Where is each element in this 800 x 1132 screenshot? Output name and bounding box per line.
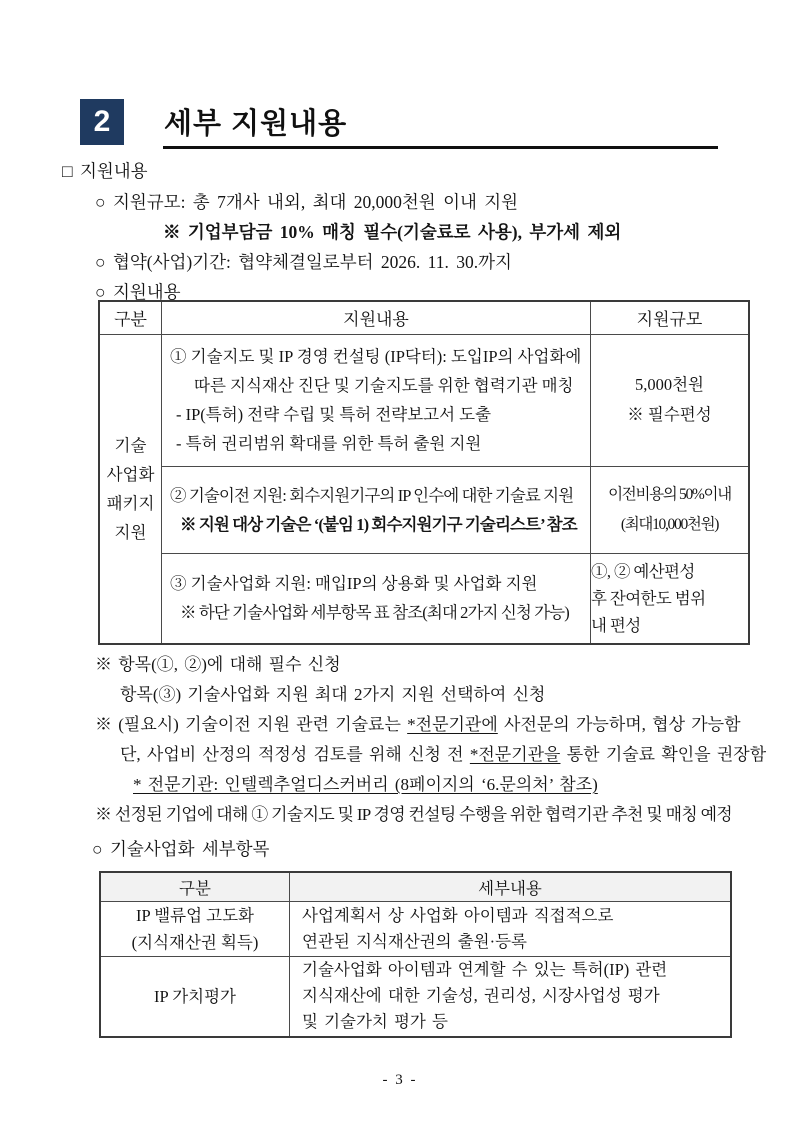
subsection-heading: ○ 기술사업화 세부항목 bbox=[92, 839, 270, 859]
support-detail-heading: ○ 지원내용 bbox=[95, 282, 181, 302]
content-line: - 특허 권리범위 확대를 위한 특허 출원 지원 bbox=[176, 434, 482, 453]
table-row bbox=[99, 466, 749, 553]
table-header-row bbox=[99, 301, 749, 334]
note-underlined-text: *전문기관을 bbox=[469, 745, 561, 764]
scale-line: ①, ② 예산편성 bbox=[591, 561, 695, 581]
scale-line: 이전비용의 50%이내 bbox=[608, 485, 731, 503]
content-line: - IP(특허) 전략 수립 및 특허 전략보고서 도출 bbox=[176, 405, 492, 424]
content-cell-row2 bbox=[162, 466, 591, 553]
table-row bbox=[99, 334, 749, 466]
category-line: 사업화 bbox=[106, 464, 155, 484]
commercialization-items-table bbox=[99, 871, 732, 1038]
scale-line: 5,000천원 bbox=[634, 375, 704, 394]
content-cell-row1 bbox=[162, 334, 591, 466]
col-header-scale: 지원규모 bbox=[591, 301, 750, 334]
note-text: ※ 항목(①, ②)에 대해 필수 신청 bbox=[95, 655, 341, 674]
detail-line: 사업계획서 상 사업화 아이템과 직접적으로 bbox=[302, 906, 614, 925]
content-line: ※ 지원 대상 기술은 ‘(붙임 1) 회수지원기구 기술리스트’ 참조 bbox=[180, 514, 577, 534]
section-title: 세부 지원내용 bbox=[164, 108, 348, 140]
content-line: ③ 기술사업화 지원: 매입IP의 상용화 및 사업화 지원 bbox=[170, 574, 538, 594]
content-line: ① 기술지도 및 IP 경영 컨설팅 (IP닥터): 도입IP의 사업화에 bbox=[170, 347, 582, 366]
support-details-table bbox=[98, 300, 750, 645]
detail-line: 및 기술가치 평가 등 bbox=[302, 1012, 448, 1032]
section-number-badge: 2 bbox=[80, 99, 124, 145]
note-line bbox=[95, 650, 755, 680]
scale-line: 내 편성 bbox=[591, 615, 641, 635]
content-line: 따른 지식재산 진단 및 기술지도를 위한 협력기관 매칭 bbox=[194, 376, 574, 395]
detail-line: 기술사업화 아이템과 연계할 수 있는 특허(IP) 관련 bbox=[302, 960, 668, 980]
category-line: 패키지 bbox=[106, 493, 155, 513]
table-row bbox=[100, 957, 731, 1037]
detail-cell bbox=[290, 957, 732, 1037]
agreement-period-line: ○ 협약(사업)기간: 협약체결일로부터 2026. 11. 30.까지 bbox=[95, 252, 512, 272]
category-line: 기술 bbox=[114, 435, 147, 455]
detail-cell bbox=[290, 902, 732, 957]
scale-cell-row2 bbox=[591, 466, 750, 553]
category-line: 지원 bbox=[114, 522, 147, 542]
scale-cell-row3 bbox=[591, 553, 750, 644]
table-row bbox=[100, 902, 731, 957]
note-line bbox=[95, 740, 767, 770]
category-cell bbox=[100, 957, 290, 1037]
matching-requirement-note: ※ 기업부담금 10% 매칭 필수(기술료로 사용), 부가세 제외 bbox=[163, 222, 622, 242]
notes-block bbox=[95, 650, 767, 830]
note-text: 항목(③) 기술사업화 지원 최대 2가지 지원 선택하여 신청 bbox=[120, 685, 546, 704]
category-line: IP 밸류업 고도화 bbox=[136, 906, 254, 925]
scale-line: 후 잔여한도 범위 bbox=[591, 588, 706, 608]
note-text: ※ 선정된 기업에 대해 ① 기술지도 및 IP 경영 컨설팅 수행을 위한 협력기관 추천 및 매칭 예정 bbox=[95, 805, 733, 824]
note-line bbox=[95, 710, 755, 740]
table-header-row bbox=[100, 872, 731, 902]
col-header-category: 구분 bbox=[100, 872, 290, 902]
note-text: ※ (필요시) 기술이전 지원 관련 기술료는 bbox=[95, 715, 408, 734]
category-line: (지식재산권 획득) bbox=[131, 933, 259, 952]
note-text: 단, 사업비 산정의 적정성 검토를 위해 신청 전 bbox=[120, 745, 470, 764]
scale-line: ※ 필수편성 bbox=[627, 405, 712, 424]
content-cell-row3 bbox=[162, 553, 591, 644]
note-line bbox=[95, 680, 755, 710]
detail-line: 지식재산에 대한 기술성, 권리성, 시장사업성 평가 bbox=[302, 986, 660, 1006]
support-scale-line: ○ 지원규모: 총 7개사 내외, 최대 20,000천원 이내 지원 bbox=[95, 192, 519, 212]
note-line bbox=[95, 800, 755, 830]
scale-cell-row1 bbox=[591, 334, 750, 466]
detail-line: 연관된 지식재산권의 출원·등록 bbox=[302, 932, 527, 951]
col-header-detail: 세부내용 bbox=[290, 872, 732, 902]
note-text: 사전문의 가능하며, 협상 가능함 bbox=[497, 715, 741, 734]
note-underlined-text: * 전문기관: 인텔렉추얼디스커버리 (8페이지의 ‘6.문의처’ 참조) bbox=[133, 775, 598, 794]
note-underlined-text: *전문기관에 bbox=[407, 715, 498, 734]
content-line: ※ 하단 기술사업화 세부항목 표 참조(최대 2가지 신청 가능) bbox=[180, 603, 569, 623]
page-number: - 3 - bbox=[382, 1072, 418, 1088]
content-line: ② 기술이전 지원: 회수지원기구의 IP 인수에 대한 기술료 지원 bbox=[170, 485, 574, 505]
note-line bbox=[95, 770, 755, 800]
scale-line: (최대10,000천원) bbox=[620, 515, 719, 533]
col-header-content: 지원내용 bbox=[162, 301, 591, 334]
note-text: 통한 기술료 확인을 권장함 bbox=[560, 745, 767, 764]
table-row bbox=[99, 553, 749, 644]
category-cell bbox=[100, 902, 290, 957]
category-cell bbox=[99, 334, 162, 644]
support-content-heading: □ 지원내용 bbox=[62, 161, 148, 181]
title-rule bbox=[163, 146, 718, 149]
category-line: IP 가치평가 bbox=[154, 986, 236, 1006]
col-header-category: 구분 bbox=[99, 301, 162, 334]
